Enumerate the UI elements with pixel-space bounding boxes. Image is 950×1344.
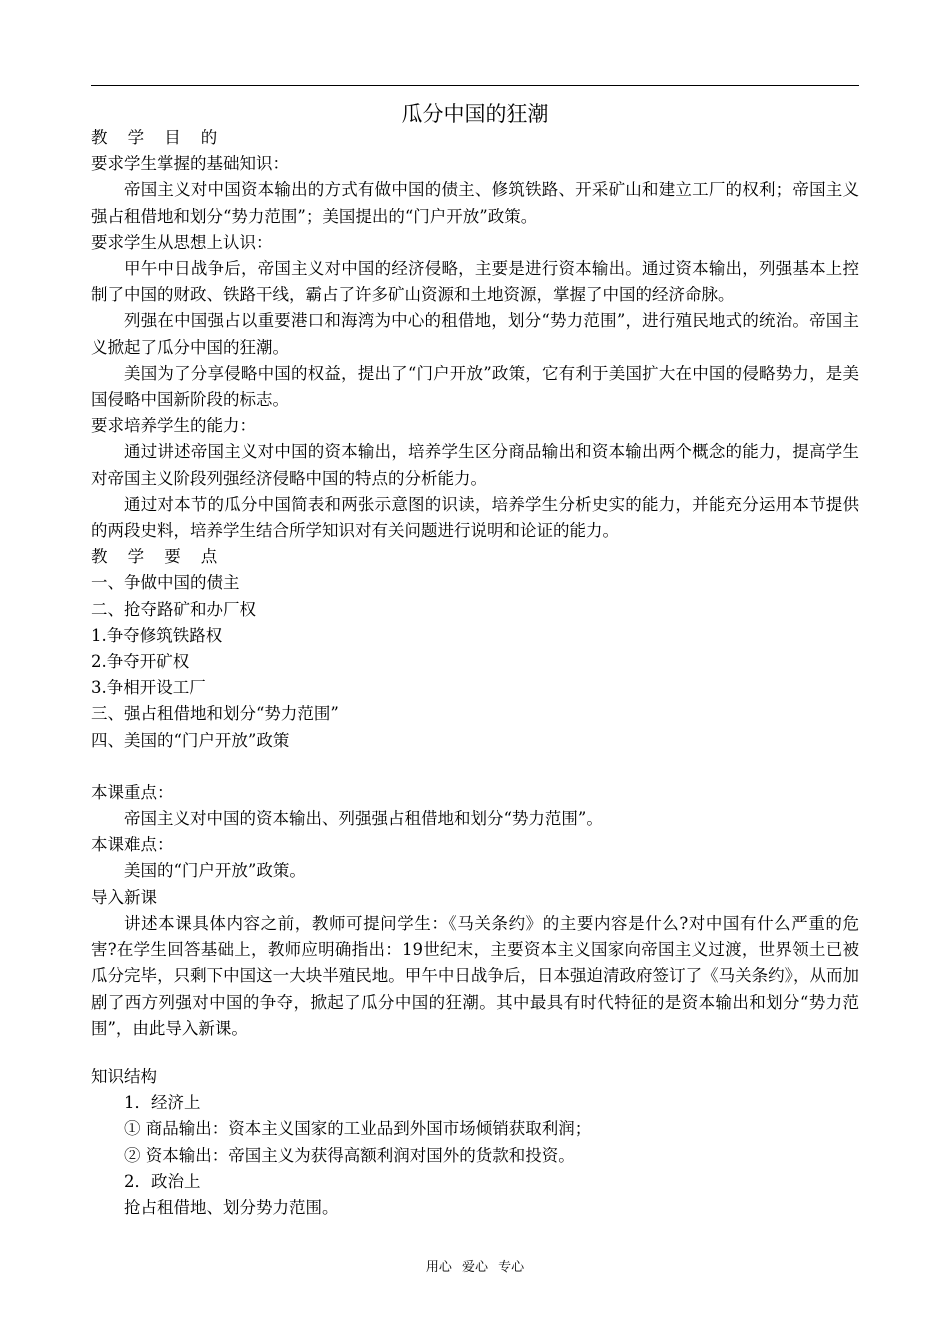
ability-paragraph-1: 通过讲述帝国主义对中国的资本输出，培养学生区分商品输出和资本输出两个概念的能力，提高学生对帝国主义阶段列强经济侵略中国的特点的分析能力。 (91, 442, 859, 488)
economic-item-2: ② 资本输出：帝国主义为获得高额利润对国外的货款和投资。 (124, 1145, 575, 1165)
politics-label: 2．政治上 (124, 1171, 201, 1191)
economic-label: 1．经济上 (124, 1093, 201, 1113)
thought-paragraph-1: 甲午中日战争后，帝国主义对中国的经济侵略，主要是进行资本输出。通过资本输出，列强基本上控制了中国的财政、铁路干线，霸占了许多矿山资源和土地资源，掌握了中国的经济命脉。 (91, 259, 859, 305)
key-point-item: 四、美国的“门户开放”政策 (91, 730, 290, 750)
thought-paragraph-2: 列强在中国强占以重要港口和海湾为中心的租借地，划分“势力范围”，进行殖民地式的统治。帝国主义掀起了瓜分中国的狂潮。 (91, 311, 859, 357)
intro-label: 导入新课 (91, 887, 157, 907)
key-point-item: 二、抢夺路矿和办厂权 (91, 599, 256, 619)
thought-label: 要求学生从思想上认识： (91, 232, 273, 252)
knowledge-label: 要求学生掌握的基础知识： (91, 154, 289, 174)
intro-text: 讲述本课具体内容之前，教师可提问学生：《马关条约》的主要内容是什么?对中国有什么严重的危害?在学生回答基础上，教师应明确指出：19世纪末，主要资本主义国家向帝国主义过渡，世界领土已被瓜分完毕，只剩下中国这一大块半殖民地。甲午中日战争后，日本强迫清政府签订了《马关条约》，从而加剧了西方列强对中国的争夺，掀起了瓜分中国的狂潮。其中最具有时代特征的是资本输出和划分“势力范围”，由此导入新课。 (91, 913, 859, 1038)
objectives-heading: 教 学 目 的 (91, 128, 225, 147)
focus-label: 本课重点： (91, 782, 174, 802)
key-points-heading: 教 学 要 点 (91, 547, 225, 567)
spacer (91, 1042, 859, 1064)
document-body (91, 125, 859, 1221)
difficulty-text: 美国的“门户开放”政策。 (124, 861, 306, 881)
page-title: 瓜分中国的狂潮 (401, 102, 549, 126)
header-rule (91, 85, 859, 86)
ability-paragraph-2: 通过对本节的瓜分中国简表和两张示意图的识读，培养学生分析史实的能力，并能充分运用本节提供的两段史料，培养学生结合所学知识对有关问题进行说明和论证的能力。 (91, 494, 859, 541)
economic-item-1: ① 商品输出：资本主义国家的工业品到外国市场倾销获取利润； (124, 1119, 592, 1139)
spacer (91, 754, 859, 780)
key-point-item: 3.争相开设工厂 (91, 678, 206, 698)
focus-text: 帝国主义对中国的资本输出、列强强占租借地和划分“势力范围”。 (124, 809, 603, 829)
ability-label: 要求培养学生的能力： (91, 416, 256, 436)
key-point-item: 1.争夺修筑铁路权 (91, 625, 223, 645)
page-footer: 用心 爱心 专心 (425, 1260, 525, 1275)
structure-label: 知识结构 (91, 1066, 157, 1086)
key-point-item: 2.争夺开矿权 (91, 652, 190, 672)
knowledge-text: 帝国主义对中国资本输出的方式有做中国的债主、修筑铁路、开采矿山和建立工厂的权利；帝国主义强占租借地和划分“势力范围”；美国提出的“门户开放”政策。 (91, 180, 859, 226)
key-point-item: 一、争做中国的债主 (91, 573, 240, 593)
difficulty-label: 本课难点： (91, 835, 174, 855)
politics-text: 抢占租借地、划分势力范围。 (124, 1197, 339, 1217)
thought-paragraph-3: 美国为了分享侵略中国的权益，提出了“门户开放”政策，它有利于美国扩大在中国的侵略势力，是美国侵略中国新阶段的标志。 (91, 363, 859, 410)
key-point-item: 三、强占租借地和划分“势力范围” (91, 704, 339, 724)
